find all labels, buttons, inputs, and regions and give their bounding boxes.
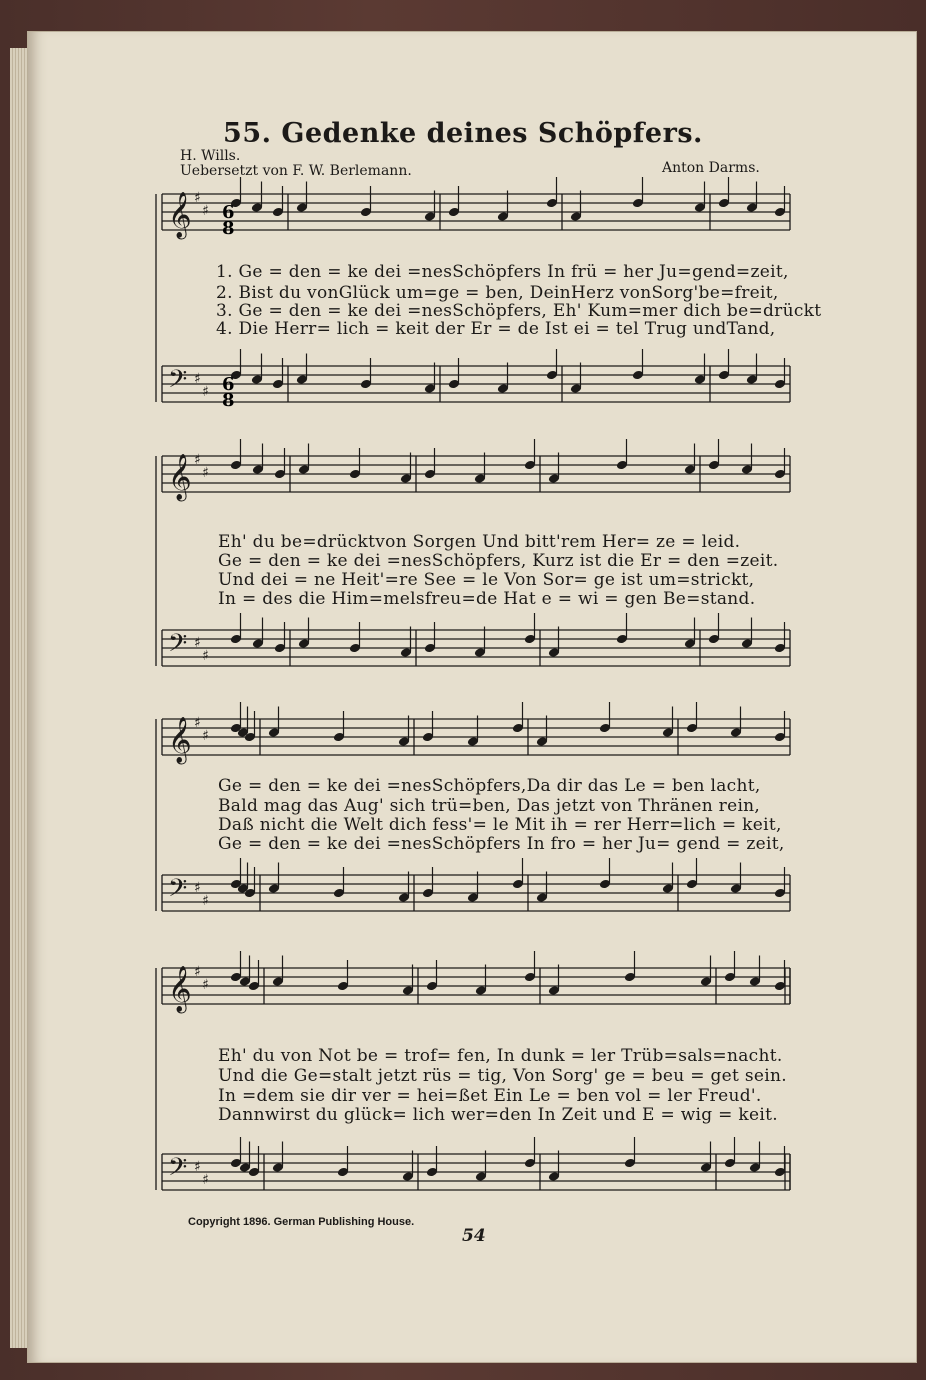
bass-clef-icon: 𝄢: [168, 365, 188, 400]
sharp-icon: ♯: [194, 880, 201, 896]
sharp-icon: ♯: [202, 465, 209, 481]
sharp-icon: ♯: [194, 452, 201, 468]
author-credit: H. Wills.: [180, 148, 241, 164]
sharp-icon: ♯: [194, 635, 201, 651]
time-signature-top-bass: 6: [222, 374, 235, 395]
lyric-line-s1-v2: 2. Bist du vonGlück um=ge = ben, DeinHerz vonSorg'be=freit,: [216, 283, 779, 303]
sharp-icon: ♯: [202, 648, 209, 664]
sharp-icon: ♯: [202, 203, 209, 219]
sharp-icon: ♯: [194, 1159, 201, 1175]
sharp-icon: ♯: [202, 977, 209, 993]
sharp-icon: ♯: [202, 1172, 209, 1188]
sharp-icon: ♯: [194, 371, 201, 387]
treble-clef-icon: 𝄞: [168, 966, 192, 1012]
lyric-line-s3-v1: Ge = den = ke dei =nesSchöpfers,Da dir das Le = ben lacht,: [218, 776, 761, 796]
time-signature-bottom: 8: [222, 218, 235, 239]
time-signature-bottom-bass: 8: [222, 390, 235, 411]
bass-clef-icon: 𝄢: [168, 874, 188, 909]
composer-credit: Anton Darms.: [662, 160, 760, 176]
bass-clef-icon: 𝄢: [168, 629, 188, 664]
sharp-icon: ♯: [194, 190, 201, 206]
sharp-icon: ♯: [194, 964, 201, 980]
treble-clef-icon: 𝄞: [168, 454, 192, 500]
copyright-notice: Copyright 1896. German Publishing House.: [188, 1216, 415, 1228]
lyric-line-s1-v4: 4. Die Herr= lich = keit der Er = de Ist ei = tel Trug undTand,: [216, 319, 776, 339]
bass-clef-icon: 𝄢: [168, 1153, 188, 1188]
lyric-line-s2-v4: In = des die Him=melsfreu=de Hat e = wi = gen Be=stand.: [218, 589, 756, 609]
hymn-title: 55. Gedenke deines Schöpfers.: [223, 118, 703, 149]
lyric-line-s2-v1: Eh' du be=drücktvon Sorgen Und bitt'rem Her= ze = leid.: [218, 532, 741, 552]
sharp-icon: ♯: [194, 715, 201, 731]
lyric-line-s3-v2: Bald mag das Aug' sich trü=ben, Das jetzt von Thränen rein,: [218, 796, 761, 816]
treble-clef-icon: 𝄞: [168, 192, 192, 238]
lyric-line-s4-v3: In =dem sie dir ver = hei=ßet Ein Le = ben vol = ler Freud'.: [218, 1086, 762, 1106]
page-number: 54: [462, 1226, 486, 1246]
lyric-line-s1-v1: 1. Ge = den = ke dei =nesSchöpfers In frü = her Ju=gend=zeit,: [216, 262, 789, 282]
lyric-line-s3-v3: Daß nicht die Welt dich fess'= le Mit ih = rer Herr=lich = keit,: [218, 815, 782, 835]
time-signature-top: 6: [222, 202, 235, 223]
lyric-line-s1-v3: 3. Ge = den = ke dei =nesSchöpfers, Eh' Kum=mer dich be=drückt: [216, 301, 822, 321]
lyric-line-s2-v2: Ge = den = ke dei =nesSchöpfers, Kurz ist die Er = den =zeit.: [218, 551, 779, 571]
sharp-icon: ♯: [202, 893, 209, 909]
translator-credit: Uebersetzt von F. W. Berlemann.: [180, 163, 412, 179]
lyric-line-s4-v1: Eh' du von Not be = trof= fen, In dunk = ler Trüb=sals=nacht.: [218, 1046, 783, 1066]
lyric-line-s4-v4: Dannwirst du glück= lich wer=den In Zeit und E = wig = keit.: [218, 1105, 778, 1125]
lyric-line-s2-v3: Und dei = ne Heit'=re See = le Von Sor= ge ist um=strickt,: [218, 570, 755, 590]
sharp-icon: ♯: [202, 728, 209, 744]
treble-clef-icon: 𝄞: [168, 717, 192, 763]
sharp-icon: ♯: [202, 384, 209, 400]
lyric-line-s3-v4: Ge = den = ke dei =nesSchöpfers In fro = her Ju= gend = zeit,: [218, 834, 785, 854]
lyric-line-s4-v2: Und die Ge=stalt jetzt rüs = tig, Von Sorg' ge = beu = get sein.: [218, 1066, 787, 1086]
